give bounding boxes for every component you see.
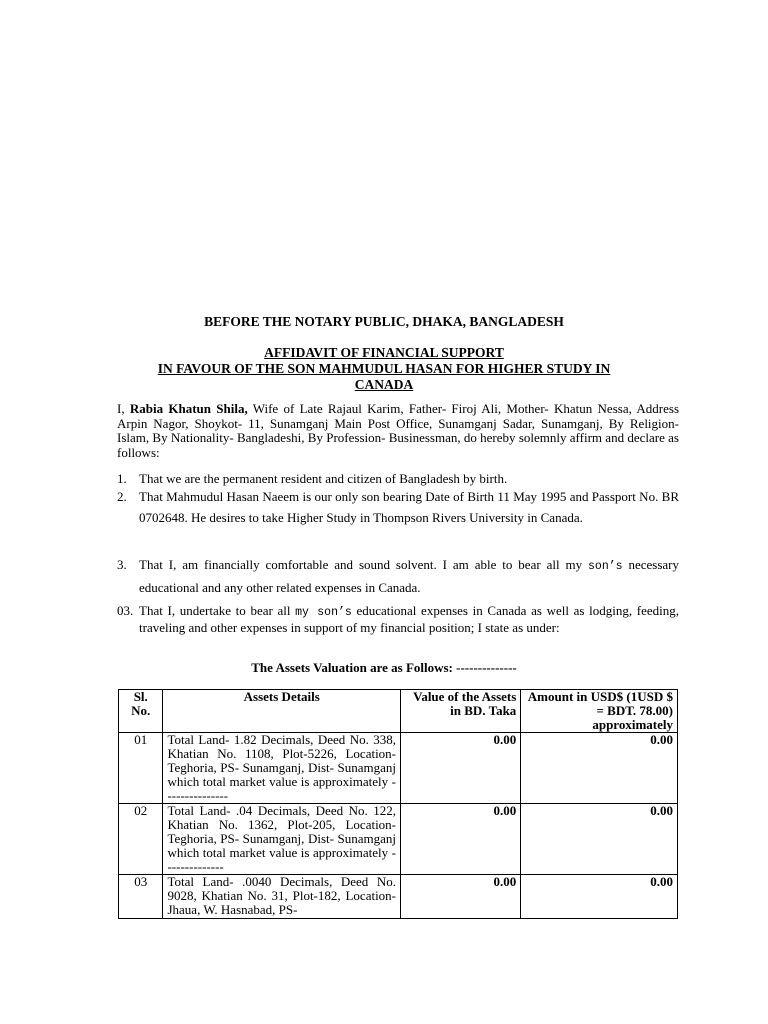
cell-bd-value: 0.00: [401, 733, 521, 804]
affidavit-title: [0, 345, 768, 393]
header-bd-value: Value of the Assets in BD. Taka: [401, 690, 521, 733]
declaration-number: 2.: [117, 489, 127, 504]
intro-prefix: I,: [117, 401, 130, 416]
declaration-text-b: educational expenses in Canada as well as lodging, feeding, traveling and other expenses in support of my financial position; I state as under:: [139, 603, 679, 635]
cell-sl: 02: [119, 804, 163, 875]
declaration-3: [117, 554, 679, 598]
declaration-4: [117, 604, 679, 635]
declaration-number: 1.: [117, 471, 127, 486]
title-line-1: AFFIDAVIT OF FINANCIAL SUPPORT: [264, 345, 504, 360]
declaration-text: That Mahmudul Hasan Naeem is our only son bearing Date of Birth 11 May 1995 and Passport No. BR 0702648. He desires to take Higher Study in Thompson Rivers University in Canada.: [139, 489, 679, 525]
declaration-text: That we are the permanent resident and citizen of Bangladesh by birth.: [139, 471, 508, 486]
table-row: [119, 804, 678, 875]
declaration-number: 03.: [117, 603, 134, 618]
deponent-name: Rabia Khatun Shila,: [129, 401, 248, 416]
cell-sl: 01: [119, 733, 163, 804]
title-line-3: CANADA: [354, 377, 414, 392]
declaration-text-mono: my son’s: [295, 606, 352, 619]
cell-details: [163, 875, 401, 919]
header-usd-amount: Amount in USD$ (1USD $ = BDT. 78.00) approximately: [521, 690, 678, 733]
intro-body: Wife of Late Rajaul Karim, Father- Firoj Ali, Mother- Khatun Nessa, Address Arpin Nagor, Shoykot- 11, Sunamganj Main Post Office, Sunamganj Sadar, Sunamganj, By Religion- Islam, By Nationality- Bangladeshi, By Profession- Businessman, do hereby solemnly affirm and declare as follows:: [117, 401, 679, 460]
declaration-text-a: That I, am financially comfortable and sound solvent. I am able to bear all my: [139, 557, 589, 572]
header-details: Assets Details: [163, 690, 401, 733]
cell-usd-amount: 0.00: [521, 875, 678, 919]
assets-title: The Assets Valuation are as Follows: --------------: [251, 660, 517, 675]
table-row: [119, 733, 678, 804]
declaration-text-mono: son’s: [588, 560, 623, 573]
cell-bd-value: 0.00: [401, 804, 521, 875]
cell-details-text: Total Land- .0040 Decimals, Deed No. 9028, Khatian No. 31, Plot-182, Location- Jhaua, W. Hasnabad, PS-: [167, 875, 397, 917]
table-row: [119, 875, 678, 919]
intro-paragraph: [117, 402, 679, 460]
declaration-text-b: necessary educational and any other related expenses in Canada.: [139, 557, 679, 595]
cell-bd-value: 0.00: [401, 875, 521, 919]
cell-usd-amount: 0.00: [521, 804, 678, 875]
declaration-2: [117, 486, 679, 528]
declaration-number: 3.: [117, 557, 127, 572]
declaration-1: [117, 472, 679, 486]
table-header-row: [119, 690, 678, 733]
cell-usd-amount: 0.00: [521, 733, 678, 804]
header-sl: Sl. No.: [119, 690, 163, 733]
title-line-2: IN FAVOUR OF THE SON MAHMUDUL HASAN FOR HIGHER STUDY IN: [157, 361, 611, 376]
cell-sl: 03: [119, 875, 163, 919]
cell-details: Total Land- .04 Decimals, Deed No. 122, Khatian No. 1362, Plot-205, Location- Teghoria, PS- Sunamganj, Dist- Sunamganj which total market value is approximately --------------: [163, 804, 401, 875]
cell-details: Total Land- 1.82 Decimals, Deed No. 338, Khatian No. 1108, Plot-5226, Location- Teghoria, PS- Sunamganj, Dist- Sunamganj which total market value is approximately ---------------: [163, 733, 401, 804]
assets-table: [118, 689, 678, 919]
notary-heading: BEFORE THE NOTARY PUBLIC, DHAKA, BANGLADESH: [204, 314, 564, 329]
declaration-text-a: That I, undertake to bear all: [139, 603, 296, 618]
